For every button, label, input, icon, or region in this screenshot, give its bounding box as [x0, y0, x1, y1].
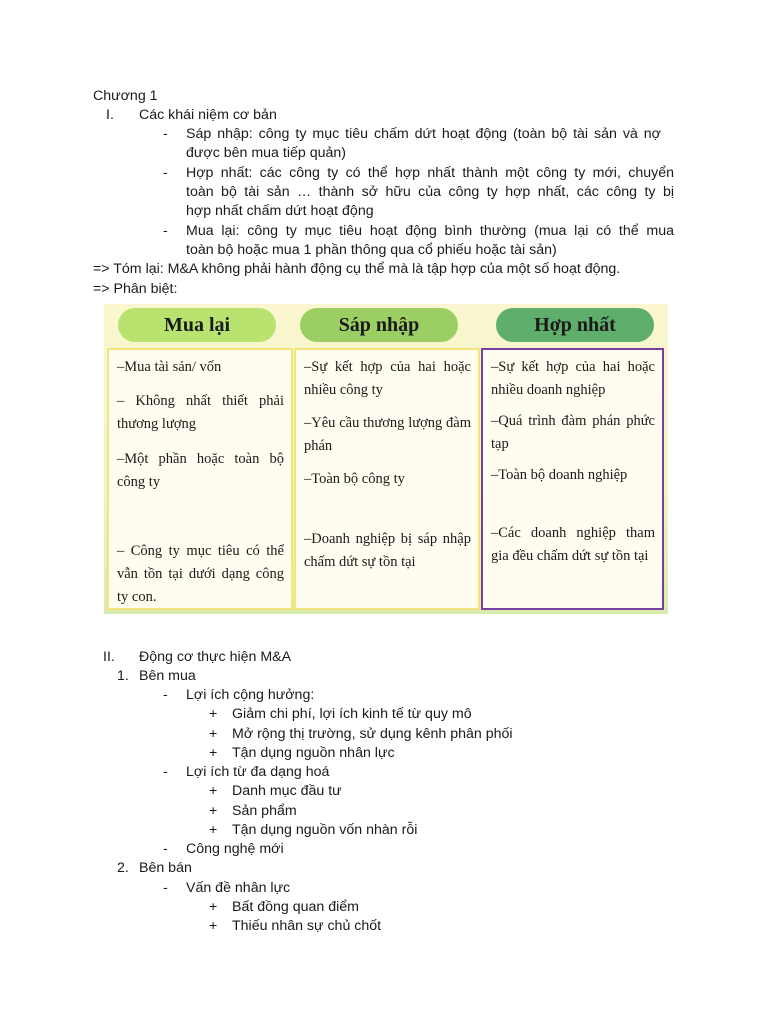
bullet-dash: -: [163, 165, 168, 181]
column-cell: –Mua tài sản/ vốn: [117, 359, 222, 375]
column-cell: –Sự kết hợp của hai hoặc nhiều công ty: [304, 359, 471, 398]
group-title: Lợi ích cộng hưởng:: [186, 687, 315, 703]
bullet-plus: +: [209, 803, 218, 819]
group-point: Giảm chi phí, lợi ích kinh tế từ quy mô: [232, 706, 472, 722]
column-cell: – Không nhất thiết phải thương lượng: [117, 393, 284, 432]
group-point: Bất đồng quan điểm: [232, 899, 359, 915]
column-cell: –Toàn bộ doanh nghiệp: [491, 467, 628, 483]
bullet-plus: +: [209, 822, 218, 838]
group-point: Sản phẩm: [232, 803, 297, 819]
bullet-plus: +: [209, 783, 218, 799]
column-cell: –Doanh nghiệp bị sáp nhập chấm dứt sự tồn tại: [304, 531, 471, 570]
subsection-2-number: 2.: [117, 860, 129, 876]
summary-line: => Tóm lại: M&A không phải hành động cụ thể mà là tập hợp của một số hoạt động.: [93, 261, 621, 277]
section-2-title: Động cơ thực hiện M&A: [139, 649, 292, 665]
group-title: Lợi ích từ đa dạng hoá: [186, 764, 330, 780]
definition-hop-nhat-line: toàn bộ tài sản … thành sở hữu của công ty hợp nhất, các công ty bị: [186, 184, 674, 200]
header-hop-nhat: Hợp nhất: [496, 308, 654, 342]
bullet-plus: +: [209, 726, 218, 742]
bullet-dash: -: [163, 223, 168, 239]
column-cell: –Toàn bộ công ty: [304, 471, 405, 487]
bullet-dash: -: [163, 687, 168, 703]
distinguish-line: => Phân biệt:: [93, 281, 178, 297]
group-title: Công nghệ mới: [186, 841, 284, 857]
bullet-dash: -: [163, 764, 168, 780]
subsection-1-number: 1.: [117, 668, 129, 684]
group-point: Tận dụng nguồn vốn nhàn rỗi: [232, 822, 418, 838]
bullet-plus: +: [209, 918, 218, 934]
definition-mua-lai-line: Mua lại: công ty mục tiêu hoạt động bình thường (mua lại có thể mua: [186, 223, 674, 239]
comparison-figure: [104, 304, 668, 614]
definition-mua-lai-line: toàn bộ hoặc mua 1 phần thông qua cổ phiếu hoặc tài sản): [186, 242, 557, 258]
column-cell: –Một phần hoặc toàn bộ công ty: [117, 451, 284, 490]
definition-sap-nhap-line: được bên mua tiếp quản): [186, 145, 346, 161]
header-mua-lai: Mua lại: [118, 308, 276, 342]
group-title: Vấn đề nhân lực: [186, 880, 291, 896]
column-cell: – Công ty mục tiêu có thể vẫn tồn tại dưới dạng công ty con.: [117, 543, 284, 605]
group-point: Mở rộng thị trường, sử dụng kênh phân phối: [232, 726, 513, 742]
definition-sap-nhap-line: Sáp nhập: công ty mục tiêu chấm dứt hoạt động (toàn bộ tài sản và nợ: [186, 126, 661, 142]
column-cell: –Sự kết hợp của hai hoặc nhiều doanh nghiệp: [491, 359, 655, 398]
subsection-1-title: Bên mua: [139, 668, 196, 684]
column-cell: –Các doanh nghiệp tham gia đều chấm dứt sự tồn tại: [491, 525, 655, 564]
definition-hop-nhat-line: hợp nhất chấm dứt hoạt động: [186, 203, 374, 219]
bullet-dash: -: [163, 126, 168, 142]
definition-hop-nhat-line: Hợp nhất: các công ty có thể hợp nhất thành một công ty mới, chuyển: [186, 165, 674, 181]
column-cell: –Quá trình đàm phán phức tạp: [491, 413, 655, 452]
section-1-numeral: I.: [106, 107, 114, 123]
subsection-2-title: Bên bán: [139, 860, 192, 876]
bullet-plus: +: [209, 745, 218, 761]
header-sap-nhap: Sáp nhập: [300, 308, 458, 342]
bullet-dash: -: [163, 841, 168, 857]
column-cell: –Yêu cầu thương lượng đàm phán: [304, 415, 471, 454]
column-sap-nhap: [294, 348, 480, 610]
group-point: Thiếu nhân sự chủ chốt: [232, 918, 382, 934]
bullet-dash: -: [163, 880, 168, 896]
group-point: Danh mục đầu tư: [232, 783, 342, 799]
bullet-plus: +: [209, 899, 218, 915]
column-mua-lai: [107, 348, 293, 610]
chapter-title: Chương 1: [93, 88, 158, 104]
group-point: Tận dụng nguồn nhân lực: [232, 745, 395, 761]
section-1-title: Các khái niệm cơ bản: [139, 107, 277, 123]
section-2-numeral: II.: [103, 649, 115, 665]
bullet-plus: +: [209, 706, 218, 722]
column-hop-nhat: [481, 348, 664, 610]
